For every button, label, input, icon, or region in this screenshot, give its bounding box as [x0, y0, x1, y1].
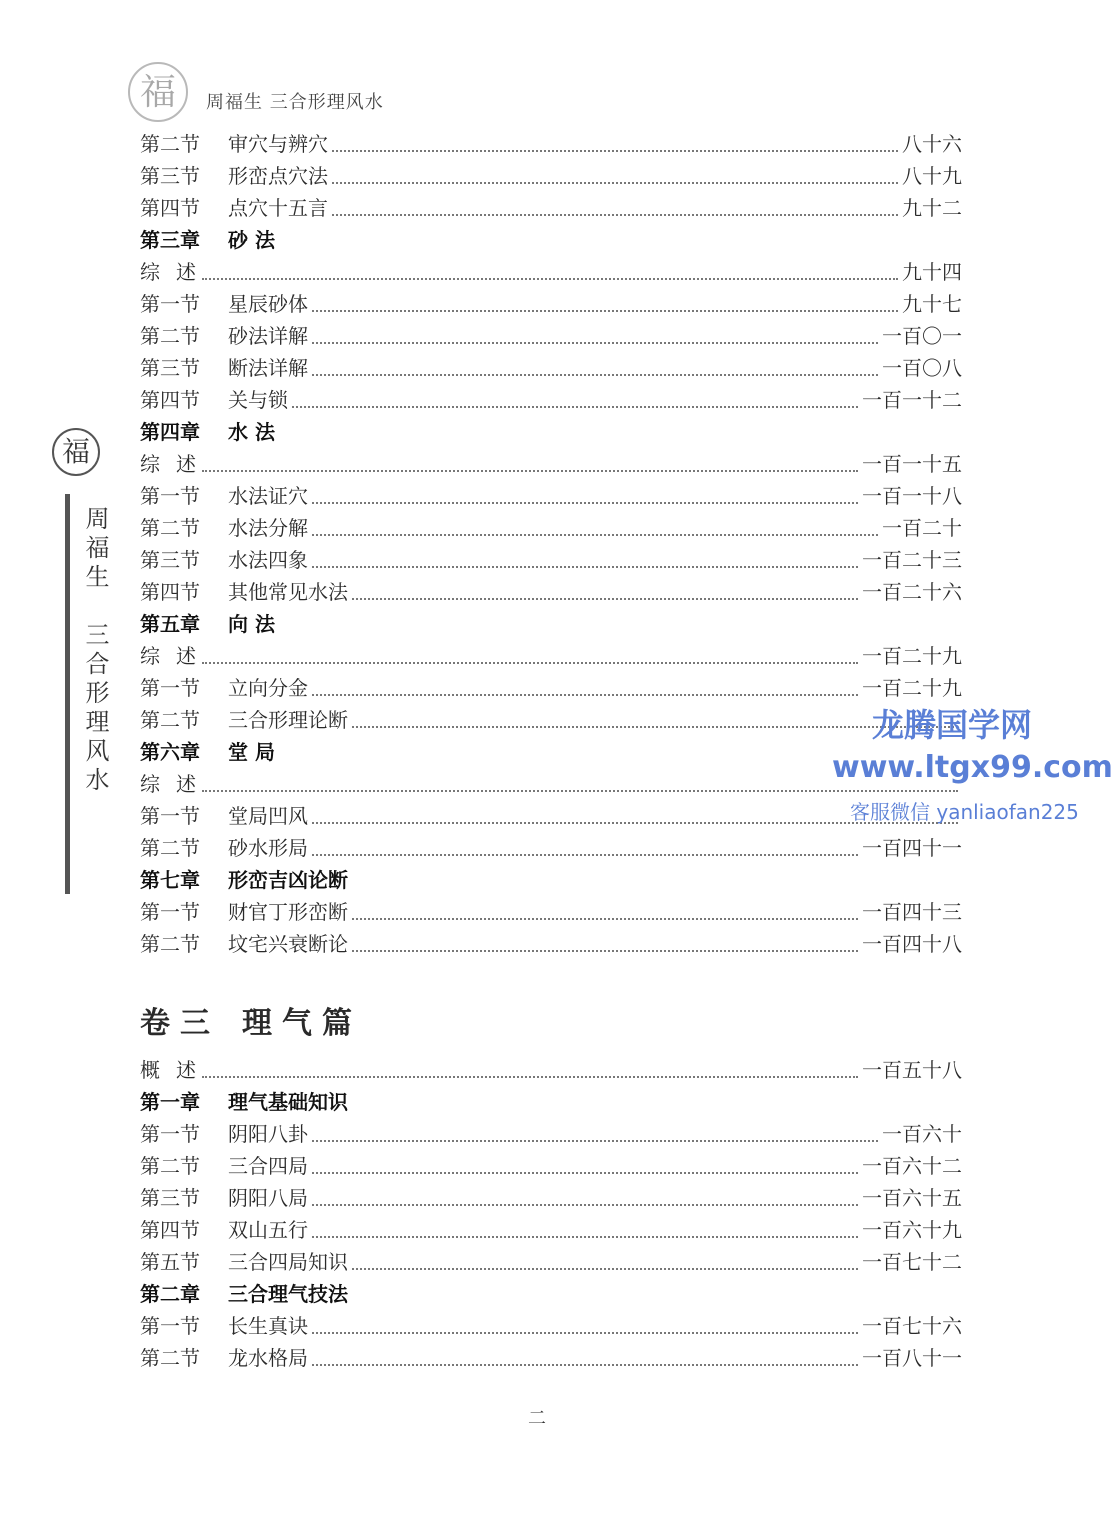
toc-section — [140, 1118, 962, 1150]
toc-title: 堂局凹风 — [228, 804, 308, 828]
toc-title: 水法证穴 — [228, 484, 308, 508]
toc-title: 审穴与辨穴 — [228, 132, 328, 156]
toc-label: 第四章 — [140, 420, 200, 444]
toc-label: 综述 — [140, 644, 212, 668]
toc-page-number: 一百〇八 — [882, 356, 962, 380]
part-number: 三 — [180, 1006, 220, 1041]
toc-overview — [140, 640, 962, 672]
side-divider-bar — [65, 494, 70, 894]
toc-label: 第一章 — [140, 1090, 200, 1114]
toc-page-number: 一百〇一 — [882, 324, 962, 348]
toc-page-number: 一百五十八 — [862, 1058, 962, 1082]
toc-title: 形峦点穴法 — [228, 164, 328, 188]
toc-section — [140, 928, 962, 960]
toc-page-number: 一百二十九 — [862, 676, 962, 700]
toc-section — [140, 160, 962, 192]
toc-section — [140, 352, 962, 384]
watermark-brand: 龙腾国学网 — [872, 706, 1033, 744]
toc-leader-dots — [312, 374, 878, 376]
toc-section — [140, 384, 962, 416]
toc-section — [140, 1150, 962, 1182]
toc-label: 第三节 — [140, 1186, 200, 1210]
toc-title: 阴阳八局 — [228, 1186, 308, 1210]
toc-leader-dots — [312, 1332, 858, 1334]
toc-leader-dots — [202, 470, 858, 472]
toc-leader-dots — [312, 566, 858, 568]
toc-label: 概述 — [140, 1058, 212, 1082]
toc-page-number: 一百七十二 — [862, 1250, 962, 1274]
toc-leader-dots — [312, 502, 858, 504]
toc-label: 第二节 — [140, 324, 200, 348]
toc-overview — [140, 448, 962, 480]
toc-leader-dots — [352, 1268, 858, 1270]
toc-title: 财官丁形峦断 — [228, 900, 348, 924]
toc-page-number: 一百一十二 — [862, 388, 962, 412]
toc-title: 关与锁 — [228, 388, 288, 412]
toc-label: 第一节 — [140, 676, 200, 700]
toc-label: 第三节 — [140, 548, 200, 572]
toc-label: 第七章 — [140, 868, 200, 892]
toc-leader-dots — [312, 1364, 858, 1366]
toc-leader-dots — [312, 1140, 878, 1142]
toc-page-number: 一百四十一 — [862, 836, 962, 860]
toc-page-number: 一百四十三 — [862, 900, 962, 924]
watermark-url: www.ltgx99.com — [832, 750, 1113, 785]
toc-section — [140, 1310, 962, 1342]
toc-page-number: 一百一十五 — [862, 452, 962, 476]
toc-section — [140, 480, 962, 512]
toc-label: 第四节 — [140, 1218, 200, 1242]
toc-page-number: 一百二十 — [882, 516, 962, 540]
toc-title: 长生真诀 — [228, 1314, 308, 1338]
toc-title: 三合四局知识 — [228, 1250, 348, 1274]
toc-leader-dots — [312, 1204, 858, 1206]
part-name: 理气篇 — [242, 1006, 362, 1041]
toc-title: 堂 局 — [228, 740, 275, 764]
toc-label: 第三节 — [140, 356, 200, 380]
toc-title: 坟宅兴衰断论 — [228, 932, 348, 956]
toc-label: 综述 — [140, 260, 212, 284]
toc-page-number: 一百四十八 — [862, 932, 962, 956]
toc-section — [140, 1246, 962, 1278]
toc-leader-dots — [292, 406, 858, 408]
toc-leader-dots — [202, 662, 858, 664]
toc-title: 星辰砂体 — [228, 292, 308, 316]
toc-label: 第二节 — [140, 516, 200, 540]
toc-section — [140, 1342, 962, 1374]
toc-title: 砂法详解 — [228, 324, 308, 348]
toc-leader-dots — [312, 1236, 858, 1238]
toc-overview — [140, 1054, 962, 1086]
toc-label: 第一节 — [140, 1122, 200, 1146]
toc-title: 水法分解 — [228, 516, 308, 540]
running-header-title: 周福生 三合形理风水 — [206, 92, 384, 113]
toc-title: 砂水形局 — [228, 836, 308, 860]
toc-page-number: 一百六十五 — [862, 1186, 962, 1210]
toc-section — [140, 576, 962, 608]
toc-chapter — [140, 608, 962, 640]
toc-leader-dots — [312, 694, 858, 696]
toc-leader-dots — [202, 1076, 858, 1078]
toc-leader-dots — [332, 214, 898, 216]
toc-title: 水 法 — [228, 420, 275, 444]
side-fu-seal: 福 — [52, 428, 100, 476]
toc-leader-dots — [312, 342, 878, 344]
toc-page-number: 一百二十九 — [862, 644, 962, 668]
toc-page-number: 一百六十九 — [862, 1218, 962, 1242]
toc-page-number: 一百八十一 — [862, 1346, 962, 1370]
toc-leader-dots — [352, 918, 858, 920]
toc-page-number: 一百六十 — [882, 1122, 962, 1146]
toc-leader-dots — [312, 310, 898, 312]
watermark-contact: 客服微信 yanliaofan225 — [850, 800, 1079, 824]
toc-leader-dots — [312, 1172, 858, 1174]
toc-section — [140, 1214, 962, 1246]
toc-label: 第一节 — [140, 292, 200, 316]
toc-chapter — [140, 864, 962, 896]
toc-page-number: 八十六 — [902, 132, 962, 156]
toc-label: 第二章 — [140, 1282, 200, 1306]
toc-page-number: 九十二 — [902, 196, 962, 220]
toc-overview — [140, 256, 962, 288]
toc-section — [140, 320, 962, 352]
toc-title: 双山五行 — [228, 1218, 308, 1242]
page-number: 二 — [528, 1408, 546, 1429]
toc-label: 第一节 — [140, 1314, 200, 1338]
toc-label: 第五节 — [140, 1250, 200, 1274]
part-juan: 卷 — [140, 1006, 180, 1041]
toc-label: 第二节 — [140, 932, 200, 956]
toc-title: 立向分金 — [228, 676, 308, 700]
toc-section — [140, 288, 962, 320]
toc-chapter — [140, 416, 962, 448]
toc-title: 形峦吉凶论断 — [228, 868, 348, 892]
toc-label: 第一节 — [140, 484, 200, 508]
toc-leader-dots — [352, 598, 858, 600]
toc-leader-dots — [332, 182, 898, 184]
toc-page-number: 九十七 — [902, 292, 962, 316]
toc-page-number: 九十四 — [902, 260, 962, 284]
toc-label: 第二节 — [140, 708, 200, 732]
toc-label: 第三节 — [140, 164, 200, 188]
toc-title: 砂 法 — [228, 228, 275, 252]
toc-label: 第三章 — [140, 228, 200, 252]
toc-label: 第二节 — [140, 132, 200, 156]
side-book-title: 周福生 三合形理风水 — [81, 506, 109, 796]
toc-label: 第一节 — [140, 804, 200, 828]
toc-title: 水法四象 — [228, 548, 308, 572]
toc-title: 三合形理论断 — [228, 708, 348, 732]
part-heading — [140, 998, 362, 1046]
toc-label: 综述 — [140, 772, 212, 796]
toc-label: 第一节 — [140, 900, 200, 924]
toc-chapter — [140, 1086, 962, 1118]
toc-label: 第二节 — [140, 836, 200, 860]
toc-page-number: 一百二十六 — [862, 580, 962, 604]
toc-page-number: 一百六十二 — [862, 1154, 962, 1178]
toc-section — [140, 832, 962, 864]
toc-leader-dots — [352, 950, 858, 952]
toc-page-number: 八十九 — [902, 164, 962, 188]
toc-label: 第五章 — [140, 612, 200, 636]
toc-title: 断法详解 — [228, 356, 308, 380]
toc-title: 三合四局 — [228, 1154, 308, 1178]
toc-section — [140, 192, 962, 224]
toc-label: 第四节 — [140, 196, 200, 220]
toc-chapter — [140, 224, 962, 256]
toc-leader-dots — [332, 150, 898, 152]
fu-seal-logo: 福 — [128, 62, 188, 122]
toc-section — [140, 672, 962, 704]
toc-leader-dots — [312, 854, 858, 856]
toc-chapter — [140, 1278, 962, 1310]
toc-title: 理气基础知识 — [228, 1090, 348, 1114]
toc-label: 综述 — [140, 452, 212, 476]
toc-leader-dots — [202, 278, 898, 280]
toc-section — [140, 1182, 962, 1214]
toc-section — [140, 800, 962, 832]
toc-page-number: 一百七十六 — [862, 1314, 962, 1338]
toc-label: 第二节 — [140, 1154, 200, 1178]
toc-page-number: 一百二十三 — [862, 548, 962, 572]
toc-title: 三合理气技法 — [228, 1282, 348, 1306]
side-ribbon — [52, 428, 112, 898]
toc-section — [140, 704, 962, 736]
toc-title: 向 法 — [228, 612, 275, 636]
toc-label: 第二节 — [140, 1346, 200, 1370]
toc-title: 龙水格局 — [228, 1346, 308, 1370]
toc-leader-dots — [352, 726, 958, 728]
running-header — [128, 62, 528, 126]
toc-leader-dots — [312, 534, 878, 536]
toc-page-number: 一百一十八 — [862, 484, 962, 508]
toc-section — [140, 128, 962, 160]
toc-label: 第四节 — [140, 580, 200, 604]
toc-title: 点穴十五言 — [228, 196, 328, 220]
toc-section — [140, 896, 962, 928]
toc-section — [140, 544, 962, 576]
toc-title: 阴阳八卦 — [228, 1122, 308, 1146]
toc-leader-dots — [202, 790, 958, 792]
toc-label: 第四节 — [140, 388, 200, 412]
toc-section — [140, 512, 962, 544]
toc-label: 第六章 — [140, 740, 200, 764]
toc-title: 其他常见水法 — [228, 580, 348, 604]
